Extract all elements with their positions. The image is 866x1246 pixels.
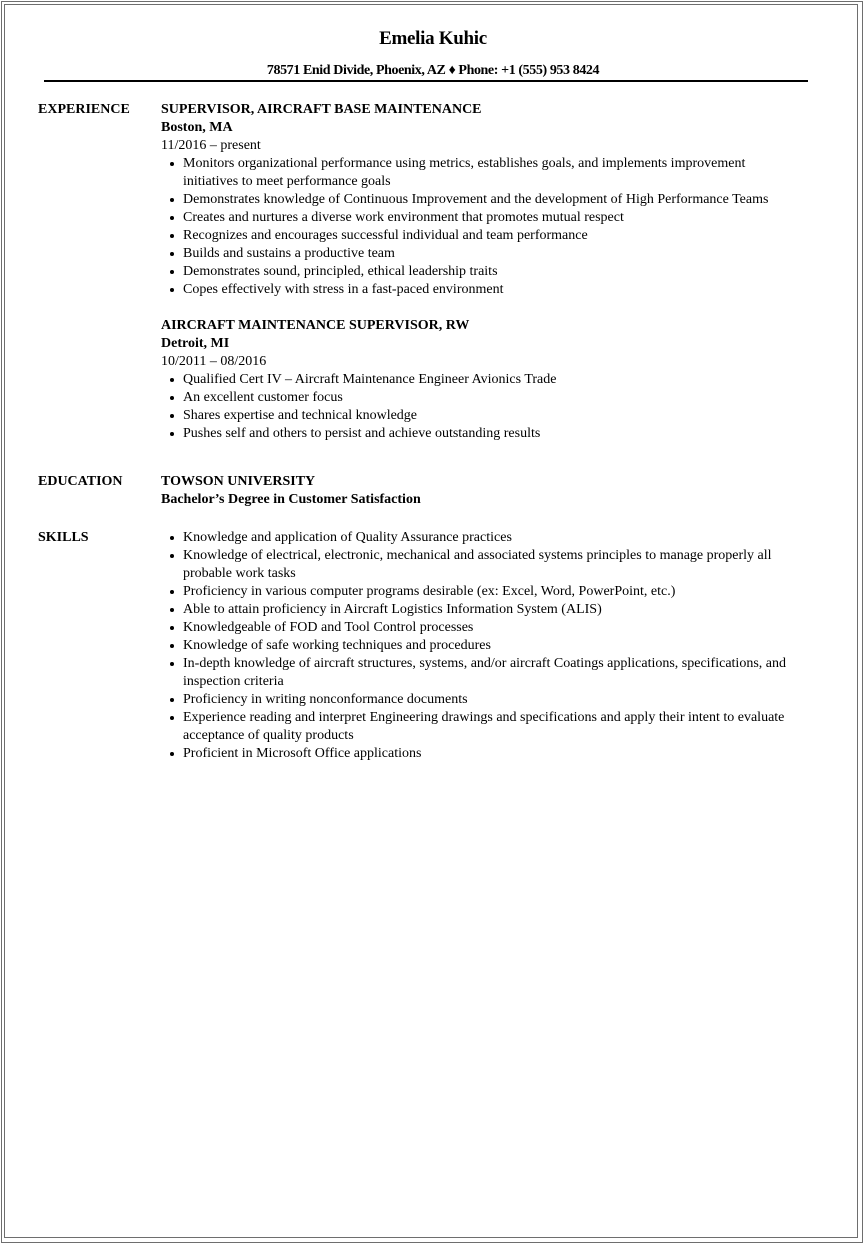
bullet-text: Pushes self and others to persist and achieve outstanding results	[183, 426, 541, 441]
bullet-icon	[170, 234, 174, 238]
list-item	[161, 245, 791, 263]
skill-text: Knowledgeable of FOD and Tool Control processes	[183, 620, 474, 635]
section-label-education: EDUCATION	[38, 474, 123, 489]
bullet-text: Demonstrates knowledge of Continuous Improvement and the development of High Performance Teams	[183, 192, 769, 207]
bullet-text: An excellent customer focus	[183, 390, 343, 405]
bullet-text: Builds and sustains a productive team	[183, 246, 395, 261]
bullet-icon	[170, 644, 174, 648]
skills-list	[161, 529, 786, 763]
bullet-icon	[170, 536, 174, 540]
job-bullets	[161, 371, 821, 443]
job-dates: 10/2011 – 08/2016	[161, 354, 267, 369]
header-divider	[44, 80, 808, 82]
job-dates: 11/2016 – present	[161, 138, 261, 153]
experience-content	[161, 101, 821, 443]
job-entry	[161, 101, 821, 299]
bullet-icon	[170, 198, 174, 202]
bullet-icon	[170, 288, 174, 292]
skill-text: Proficient in Microsoft Office applications	[183, 746, 422, 761]
bullet-icon	[170, 608, 174, 612]
skill-text: Experience reading and interpret Engineering drawings and specifications and apply their intent to evaluate acceptance of quality products	[183, 710, 785, 743]
bullet-text: Copes effectively with stress in a fast-paced environment	[183, 282, 504, 297]
bullet-text: Demonstrates sound, principled, ethical leadership traits	[183, 264, 498, 279]
bullet-icon	[170, 216, 174, 220]
list-item	[161, 619, 786, 637]
skill-text: In-depth knowledge of aircraft structures, systems, and/or aircraft Coatings applications, specifications, and inspection criteria	[183, 656, 786, 689]
list-item	[161, 691, 786, 709]
bullet-text: Qualified Cert IV – Aircraft Maintenance Engineer Avionics Trade	[183, 372, 557, 387]
list-item	[161, 425, 821, 443]
candidate-name: Emelia Kuhic	[379, 28, 487, 49]
list-item	[161, 281, 791, 299]
list-item	[161, 529, 786, 547]
skill-text: Knowledge and application of Quality Assurance practices	[183, 530, 512, 545]
bullet-icon	[170, 414, 174, 418]
school-name: TOWSON UNIVERSITY	[161, 474, 316, 489]
section-label-skills: SKILLS	[38, 530, 89, 545]
bullet-icon	[170, 252, 174, 256]
bullet-icon	[170, 698, 174, 702]
skills-content	[161, 529, 821, 763]
job-entry	[161, 317, 821, 443]
skill-text: Knowledge of safe working techniques and procedures	[183, 638, 491, 653]
list-item	[161, 655, 786, 691]
contact-line: 78571 Enid Divide, Phoenix, AZ ♦ Phone: +1 (555) 953 8424	[266, 63, 600, 78]
list-item	[161, 371, 821, 389]
list-item	[161, 637, 786, 655]
skill-text: Knowledge of electrical, electronic, mechanical and associated systems principles to manage properly all probable work tasks	[183, 548, 772, 581]
list-item	[161, 263, 791, 281]
bullet-text: Recognizes and encourages successful individual and team performance	[183, 228, 588, 243]
list-item	[161, 407, 821, 425]
job-bullets	[161, 155, 791, 299]
bullet-icon	[170, 396, 174, 400]
skill-text: Proficiency in writing nonconformance documents	[183, 692, 468, 707]
bullet-icon	[170, 752, 174, 756]
job-title: SUPERVISOR, AIRCRAFT BASE MAINTENANCE	[161, 102, 482, 117]
job-location: Detroit, MI	[161, 336, 230, 351]
list-item	[161, 389, 821, 407]
bullet-text: Monitors organizational performance using metrics, establishes goals, and implements improvement initiatives to meet performance goals	[183, 156, 746, 189]
section-label-experience: EXPERIENCE	[38, 102, 130, 117]
list-item	[161, 547, 786, 583]
degree: Bachelor’s Degree in Customer Satisfaction	[161, 492, 421, 507]
bullet-text: Shares expertise and technical knowledge	[183, 408, 418, 423]
list-item	[161, 155, 791, 191]
bullet-icon	[170, 378, 174, 382]
list-item	[161, 191, 791, 209]
list-item	[161, 209, 791, 227]
bullet-icon	[170, 626, 174, 630]
bullet-icon	[170, 590, 174, 594]
list-item	[161, 745, 786, 763]
job-location: Boston, MA	[161, 120, 233, 135]
list-item	[161, 709, 786, 745]
job-title: AIRCRAFT MAINTENANCE SUPERVISOR, RW	[161, 318, 470, 333]
bullet-text: Creates and nurtures a diverse work environment that promotes mutual respect	[183, 210, 624, 225]
bullet-icon	[170, 554, 174, 558]
education-content	[161, 473, 821, 509]
skill-text: Proficiency in various computer programs desirable (ex: Excel, Word, PowerPoint, etc.)	[183, 584, 676, 599]
list-item	[161, 601, 786, 619]
list-item	[161, 227, 791, 245]
skill-text: Able to attain proficiency in Aircraft Logistics Information System (ALIS)	[183, 602, 602, 617]
bullet-icon	[170, 662, 174, 666]
bullet-icon	[170, 432, 174, 436]
bullet-icon	[170, 270, 174, 274]
bullet-icon	[170, 716, 174, 720]
list-item	[161, 583, 786, 601]
bullet-icon	[170, 162, 174, 166]
